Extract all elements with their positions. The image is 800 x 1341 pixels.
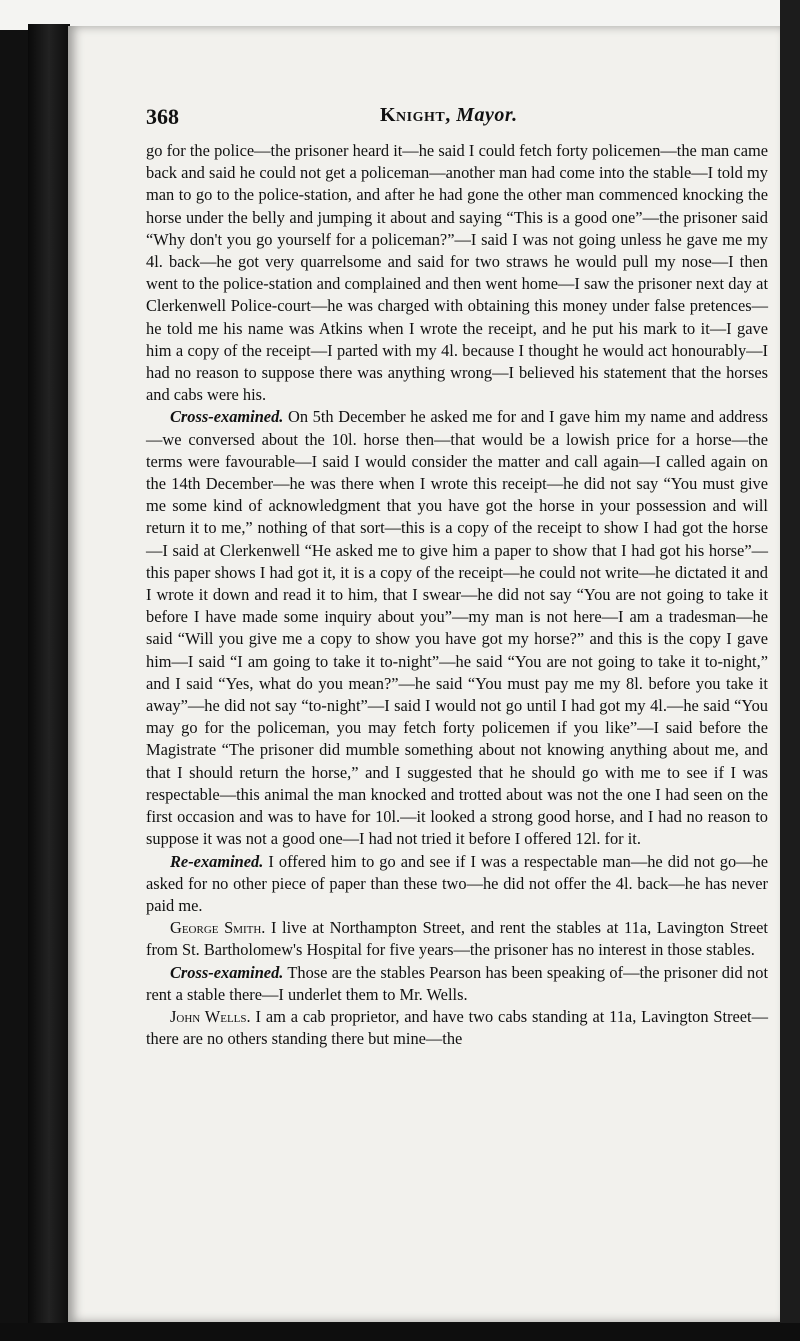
paragraph-text: On 5th December he asked me for and I gave him my name and address—we conversed about the 10l. horse then—that would be a lowish price for a horse—the terms were favourable—I said I would consider the matter and call again—I called again on the 14th December—he was there when I wrote this receipt—he did not say “You must give me some kind of acknowledgment that you have got the horse in your possession and will return it to me,” nothing of that sort—this is a copy of the receipt to show I had got the horse—I said at Clerkenwell “He asked me to give him a paper to show that I had got his horse”—this paper shows I had got it, it is a copy of the receipt—he could not write—he dictated it and I wrote it down and read it to him, that I swear—he did not say “You are not going to take it before I have made some inquiry about you”—my man is not here—I am a tradesman—he said “Will you give me a copy to show you have got my horse?” and this is the copy I gave him—I said “I am going to take it to-night”—he said “You are not going to take it to-night,” and I said “Yes, what do you mean?”—he said “You must pay me my 8l. before you take it away”—he did not say “to-night”—I said I would not go until I had got my 4l.—he said “You may go for the policeman, you may fetch forty policemen if you like”—I said before the Magistrate “The prisoner did mumble something about not knowing anything about me, and that I should return the horse,” and I suggested that he should go with me to see if I was respectable—this animal the man knocked and trotted about was not the one I had seen on the first occasion and was to have for 10l.—it looked a strong good horse, and I had no reason to suppose it was not a good one—I had not tried it before I offered 12l. for it. — [146, 407, 768, 849]
book-spine — [28, 24, 70, 1324]
paragraph — [146, 917, 768, 961]
paragraph-text: Those are the stables Pearson has been speaking of—the prisoner did not rent a stable there—I underlet them to Mr. Wells. — [146, 962, 768, 1004]
paragraph-text: go for the police—the prisoner heard it—he said I could fetch forty policemen—the man came back and said he could not get a policeman—another man had come into the stable—I told my man to go to the police-station, and after he had gone the other man commenced knocking the horse under the belly and jumping it about and saying “This is a good one”—the prisoner said “Why don't you go yourself for a policeman?”—I said I was not going unless he gave me my 4l. back—he got very quarrelsome and said for two straws he would pull my nose—I then went to the police-station and complained and then went home—I saw the prisoner next day at Clerkenwell Police-court—he was charged with obtaining this money under false pretences—he told me his name was Atkins when I wrote the receipt, and he put his mark to it—I gave him a copy of the receipt—I parted with my 4l. because I thought he would act honourably—I had no reason to suppose there was anything wrong—I believed his statement that the horses and cabs were his. — [146, 141, 768, 405]
paragraph-text: I offered him to go and see if I was a respectable man—he did not go—he asked for no other piece of paper than these two—he did not offer the 4l. back—he has never paid me. — [146, 851, 768, 915]
witness-name: George Smith. — [170, 918, 266, 938]
running-head-role: Mayor. — [456, 104, 518, 126]
scan-right-edge — [780, 0, 800, 1341]
paragraph-label: Cross-examined. — [170, 407, 284, 427]
paragraph-label: Cross-examined. — [170, 962, 284, 982]
running-head-name: Knight, — [380, 104, 451, 126]
paragraph-text: I am a cab proprietor, and have two cabs standing at 11a, Lavington Street—there are no others standing there but mine—the — [146, 1006, 768, 1049]
page-header — [82, 100, 562, 130]
paragraph-text: I live at Northampton Street, and rent the stables at 11a, Lavington Street from St. Bartholomew's Hospital for five years—the prisoner has no interest in those stables. — [146, 918, 768, 960]
paragraph — [146, 962, 768, 1006]
paragraph — [146, 140, 768, 406]
running-head — [380, 104, 518, 127]
witness-name: John Wells. — [170, 1006, 251, 1026]
paragraph — [146, 851, 768, 918]
page-number: 368 — [146, 104, 179, 129]
paragraph — [146, 1006, 768, 1050]
body-text — [146, 140, 768, 1050]
paragraph-label: Re-examined. — [170, 851, 264, 871]
paragraph — [146, 406, 768, 850]
scan-bottom-edge — [0, 1323, 800, 1341]
